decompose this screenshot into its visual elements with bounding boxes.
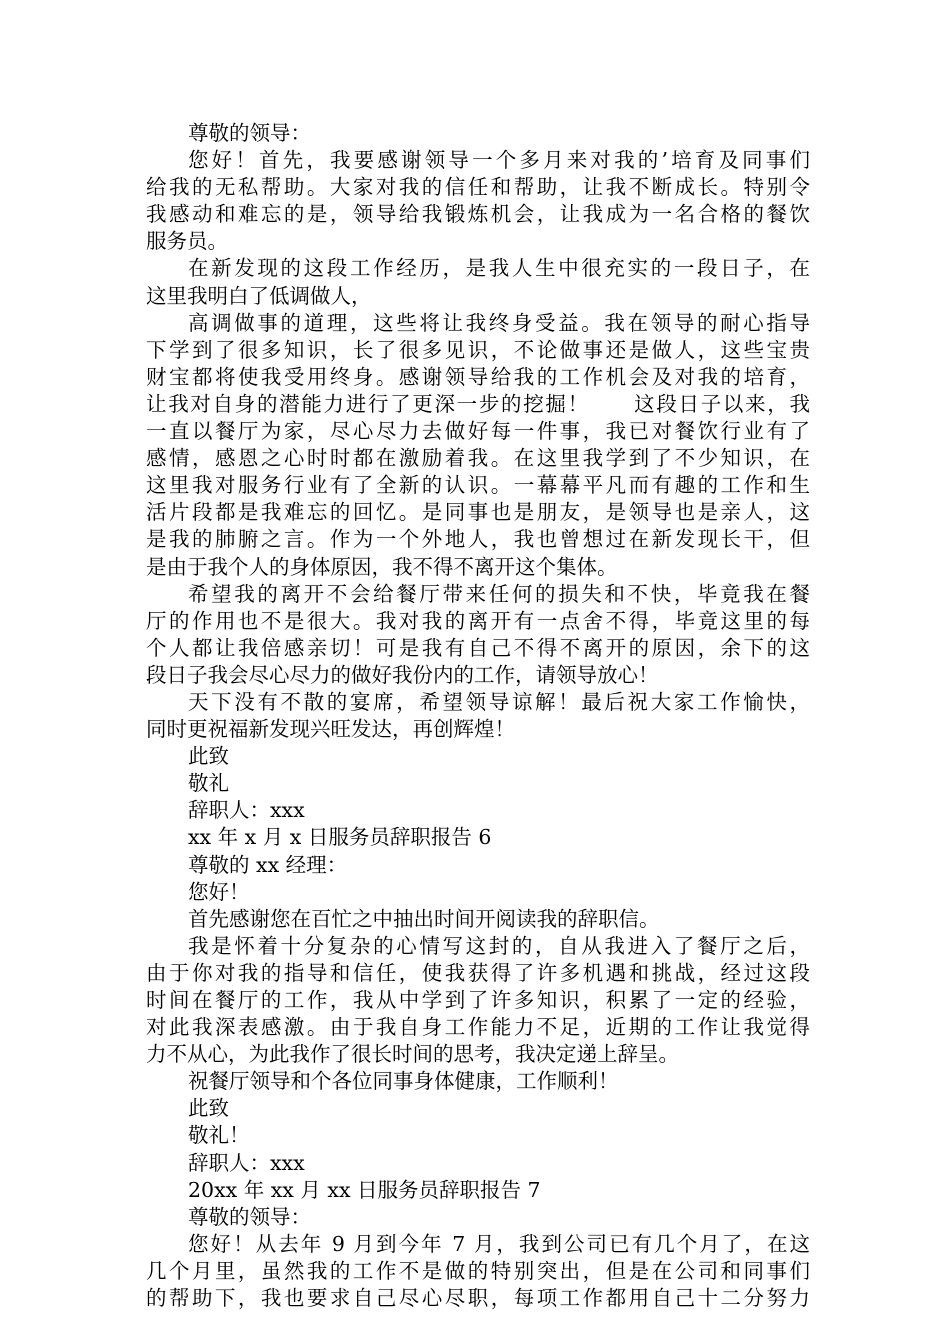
paragraph-line: 几个月里，虽然我的工作不是做的特别突出，但是在公司和同事们 <box>146 1258 810 1283</box>
salutation: 尊敬的领导： <box>188 121 311 145</box>
paragraph-line: 感情，感恩之心时时都在激励着我。在这里我学到了不少知识，在 <box>146 446 810 471</box>
paragraph-line: 财宝都将使我受用终身。感谢领导给我的工作机会及对我的培育， <box>146 364 810 389</box>
salutation: 尊敬的领导： <box>188 1204 311 1229</box>
paragraph-line: 给我的无私帮助。大家对我的信任和帮助，让我不断成长。特别令 <box>146 175 810 200</box>
greeting-line: 您好！ <box>188 879 250 904</box>
paragraph-line: 这里我对服务行业有了全新的认识。一幕幕平凡而有趣的工作和生 <box>146 473 810 498</box>
paragraph-line: 高调做事的道理，这些将让我终身受益。我在领导的耐心指导 <box>188 310 810 335</box>
paragraph-line: 是由于我个人的身体原因，我不得不离开这个集体。 <box>146 554 618 579</box>
paragraph-line: 我是怀着十分复杂的心情写这封的，自从我进入了餐厅之后， <box>188 933 810 958</box>
paragraph-line: 您好！首先，我要感谢领导一个多月来对我的’培育及同事们 <box>188 148 810 173</box>
paragraph-line: 力不从心，为此我作了很长时间的思考，我决定递上辞呈。 <box>146 1042 679 1067</box>
paragraph-line: 对此我深表感激。由于我自身工作能力不足，近期的工作让我觉得 <box>146 1015 810 1040</box>
closing-line: 此致 <box>188 744 229 769</box>
letter-body <box>146 120 810 1312</box>
closing-line: 敬礼！ <box>188 1123 250 1148</box>
salutation: 尊敬的 xx 经理： <box>188 852 348 877</box>
paragraph-line: 让我对自身的潜能力进行了更深一步的挖掘！ 这段日子以来，我 <box>146 391 810 416</box>
paragraph-line: 这里我明白了低调做人， <box>146 283 372 308</box>
paragraph-line: 由于你对我的指导和信任，使我获得了许多机遇和挑战，经过这段 <box>146 960 810 985</box>
section-heading: 20xx 年 xx 月 xx 日服务员辞职报告 7 <box>188 1177 541 1202</box>
paragraph-line: 服务员。 <box>146 229 228 254</box>
section-heading: xx 年 x 月 x 日服务员辞职报告 6 <box>188 825 492 850</box>
closing-line: 此致 <box>188 1096 229 1121</box>
paragraph-line: 一直以餐厅为家，尽心尽力去做好每一件事，我已对餐饮行业有了 <box>146 419 810 444</box>
paragraph-line: 祝餐厅领导和个各位同事身体健康，工作顺利！ <box>188 1069 619 1094</box>
paragraph-line: 厅的作用也不是很大。我对我的离开有一点舍不得，毕竟这里的每 <box>146 608 810 633</box>
paragraph-line: 是我的肺腑之言。作为一个外地人，我也曾想过在新发现长干，但 <box>146 527 810 552</box>
paragraph-line: 同时更祝福新发现兴旺发达，再创辉煌！ <box>146 717 515 742</box>
paragraph-line: 段日子我会尽心尽力的做好我份内的工作，请领导放心！ <box>146 662 659 687</box>
closing-line: 敬礼 <box>188 771 229 796</box>
paragraph-line: 您好！从去年 9 月到今年 7 月，我到公司已有几个月了，在这 <box>188 1231 810 1256</box>
paragraph-line: 下学到了很多知识，长了很多见识，不论做事还是做人，这些宝贵 <box>146 337 810 362</box>
signature-line: 辞职人：xxx <box>188 1150 305 1175</box>
paragraph-line: 在新发现的这段工作经历，是我人生中很充实的一段日子，在 <box>188 256 810 281</box>
paragraph-line: 活片段都是我难忘的回忆。是同事也是朋友，是领导也是亲人，这 <box>146 500 810 525</box>
signature-line: 辞职人：xxx <box>188 798 305 823</box>
paragraph-line: 个人都让我倍感亲切！可是我有自己不得不离开的原因，余下的这 <box>146 635 810 660</box>
paragraph-line: 希望我的离开不会给餐厅带来任何的损失和不快，毕竟我在餐 <box>188 581 810 606</box>
paragraph-line: 首先感谢您在百忙之中抽出时间开阅读我的辞职信。 <box>188 906 660 931</box>
paragraph-line: 我感动和难忘的是，领导给我锻炼机会，让我成为一名合格的餐饮 <box>146 202 810 227</box>
paragraph-line: 天下没有不散的宴席，希望领导谅解！最后祝大家工作愉快， <box>188 689 810 714</box>
paragraph-line: 时间在餐厅的工作，我从中学到了许多知识，积累了一定的经验， <box>146 988 810 1012</box>
paragraph-line: 的帮助下，我也要求自己尽心尽职，每项工作都用自己十二分努力 <box>146 1286 810 1311</box>
